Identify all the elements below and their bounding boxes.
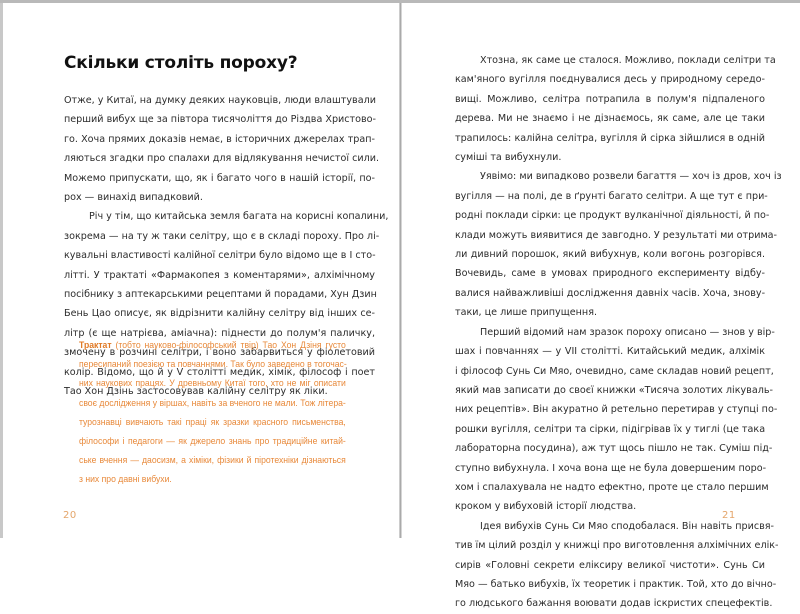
- text-line: ське вчення — даосизм, а хіміки, фізики й піротехніки дізнаються: [79, 454, 346, 466]
- text-line: кувальні властивості калійної селітри було відомо ще в І сто-: [64, 250, 376, 262]
- text-line: Мяо — батько вибухів, їх теоретик і практик. Той, хто до вічно-: [455, 578, 777, 590]
- text-line: ступно вибухнула. І хоча вона ще не була довершеним поро-: [455, 462, 767, 474]
- text-line: Хтозна, як саме це сталося. Можливо, поклади селітри та: [480, 55, 776, 66]
- text-line: ляються згадки про спалахи для відлякування нечистої сили.: [64, 153, 379, 165]
- text-line: літті. У трактаті «Фармакопея з коментарями», алхімічному: [64, 269, 375, 281]
- text-line: Вочевидь, саме в умовах природного експерименту відбу-: [455, 268, 765, 280]
- right-body-text: [455, 51, 782, 614]
- text-line: Можемо припускати, що, як і багато чого в нашій історії, по-: [64, 172, 375, 184]
- paragraph: [455, 323, 778, 517]
- text-line: Річ у тім, що китайська земля багата на корисні копалини,: [89, 211, 389, 223]
- text-line: Отже, у Китаї, на думку деяких науковців, люди влаштували: [64, 95, 376, 106]
- text-line: який мав записати до своєї книжки «Тисяча золотих лікуваль-: [455, 384, 773, 396]
- text-line: Тао Хон Дзінь застосовував калійну селітру як ліки.: [64, 386, 328, 398]
- text-line: родні поклади сірки: це продукт вулканічної діяльності, й по-: [455, 210, 770, 222]
- sidenote-text: (тобто науково-філософський твір) Тао Хон Дзіня густо: [111, 339, 346, 350]
- page-number-right: 21: [722, 510, 736, 521]
- text-line: суміші та вибухнули.: [455, 152, 562, 164]
- text-line: Перший відомий нам зразок пороху описано — знов у вір-: [480, 326, 775, 338]
- sidenote-term: Трактат: [79, 339, 112, 350]
- text-line: пересипаний поезією та повчаннями. Так було заведено в тогочас-: [79, 358, 347, 370]
- text-line: змочену в розчині селітри, і воно забарвиться у фіолетовий: [64, 347, 375, 359]
- chapter-title: Скільки століть пороху?: [64, 53, 298, 73]
- text-line: своє дослідження у віршах, навіть за вченого не мали. Тож літера-: [79, 396, 346, 408]
- text-line: лабораторна посудина), аж тут щось пішло не так. Суміш під-: [455, 443, 773, 455]
- left-page: [0, 3, 399, 538]
- text-line: дерева. Ми не знаємо і не дізнаємось, як саме, але це таки: [455, 113, 765, 125]
- text-line: шах і повчаннях — у VII столітті. Китайський медик, алхімік: [455, 346, 765, 358]
- text-line: таки, це лише припущення.: [455, 307, 598, 319]
- right-page: [402, 3, 800, 610]
- text-line: турознавці вивчають такі праці як зразки красного письменства,: [79, 415, 346, 427]
- text-line: го людського бажання воювати додав іскристих спецефектів.: [455, 598, 773, 610]
- text-line: рох — винахід випадковий.: [64, 192, 203, 204]
- text-line: Ідея вибухів Сунь Си Мяо сподобалася. Він навіть присвя-: [480, 520, 774, 532]
- text-line: них рецептів». Він акуратно й ретельно перетирав у ступці по-: [455, 404, 778, 416]
- text-line: клади можуть виявитися де завгодно. У результаті ми отрима-: [455, 229, 778, 241]
- text-line: посібнику з аптекарськими рецептами й порадами, Хун Дзин: [64, 289, 377, 301]
- text-line: Бень Цао описує, як відрізнити калійну селітру від інших се-: [64, 308, 375, 320]
- paragraph: [455, 167, 782, 322]
- text-line: вищі. Можливо, селітра потрапила в полум'я підпаленого: [455, 93, 765, 105]
- text-line: трапилось: калійна селітра, вугілля й сірка зійшлися в одній: [455, 132, 765, 144]
- text-line: літр (є ще натрієва, аміачна): піднести до полум'я паличку,: [64, 327, 375, 339]
- text-line: них наукових працях. У древньому Китаї того, хто не міг описати: [79, 377, 346, 389]
- text-line: Уявімо: ми випадково розвели багаття — хоч із дров, хоч із: [480, 171, 782, 183]
- text-line: хом і спалахувала не надто ефектно, проте це стало першим: [455, 481, 769, 493]
- text-line: валися найважливіші дослідження давніх часів. Хоча, знову-: [455, 287, 766, 299]
- sidenote-block: [79, 335, 346, 489]
- text-line: зокрема — на ту ж таки селітру, що є в складі пороху. Про лі-: [64, 230, 380, 242]
- text-line: з них про давні вибухи.: [79, 473, 172, 485]
- text-line: колір. Відомо, що й у V столітті медик, хімік, філософ і поет: [64, 366, 375, 378]
- text-line: філософи і педагоги — як джерело знань про традиційне китай-: [79, 435, 346, 447]
- paragraph: [64, 91, 379, 207]
- text-line: вугілля — на полі, де в ґрунті багато селітри. А ще тут є при-: [455, 190, 768, 202]
- text-line: сирів «Головні секрети еліксиру великої чистоти». Сунь Си: [455, 559, 765, 571]
- text-line: перший вибух ще за півтора тисячоліття до Різдва Христово-: [64, 114, 376, 126]
- text-line: рошки вугілля, селітри та сірки, підігрівав їх у тиглі (це така: [455, 423, 766, 435]
- text-line: ли дивний порошок, який вибухнув, коли вогонь розгорівся.: [455, 249, 765, 261]
- text-line: і філософ Сунь Си Мяо, очевидно, саме складав новий рецепт,: [455, 365, 774, 377]
- text-line: [79, 335, 346, 354]
- text-line: тив їм цілий розділ у книжці про виготовлення алхімічних елік-: [455, 540, 779, 552]
- text-line: кам'яного вугілля поєднувалися десь у природному середо-: [455, 74, 765, 86]
- page-number-left: 20: [63, 510, 77, 521]
- text-line: го. Хоча прямих доказів немає, в історичних джерелах трап-: [64, 133, 375, 145]
- paragraph: [455, 51, 776, 167]
- text-line: кроком у вибуховій історії людства.: [455, 501, 637, 513]
- paragraph: [455, 517, 779, 614]
